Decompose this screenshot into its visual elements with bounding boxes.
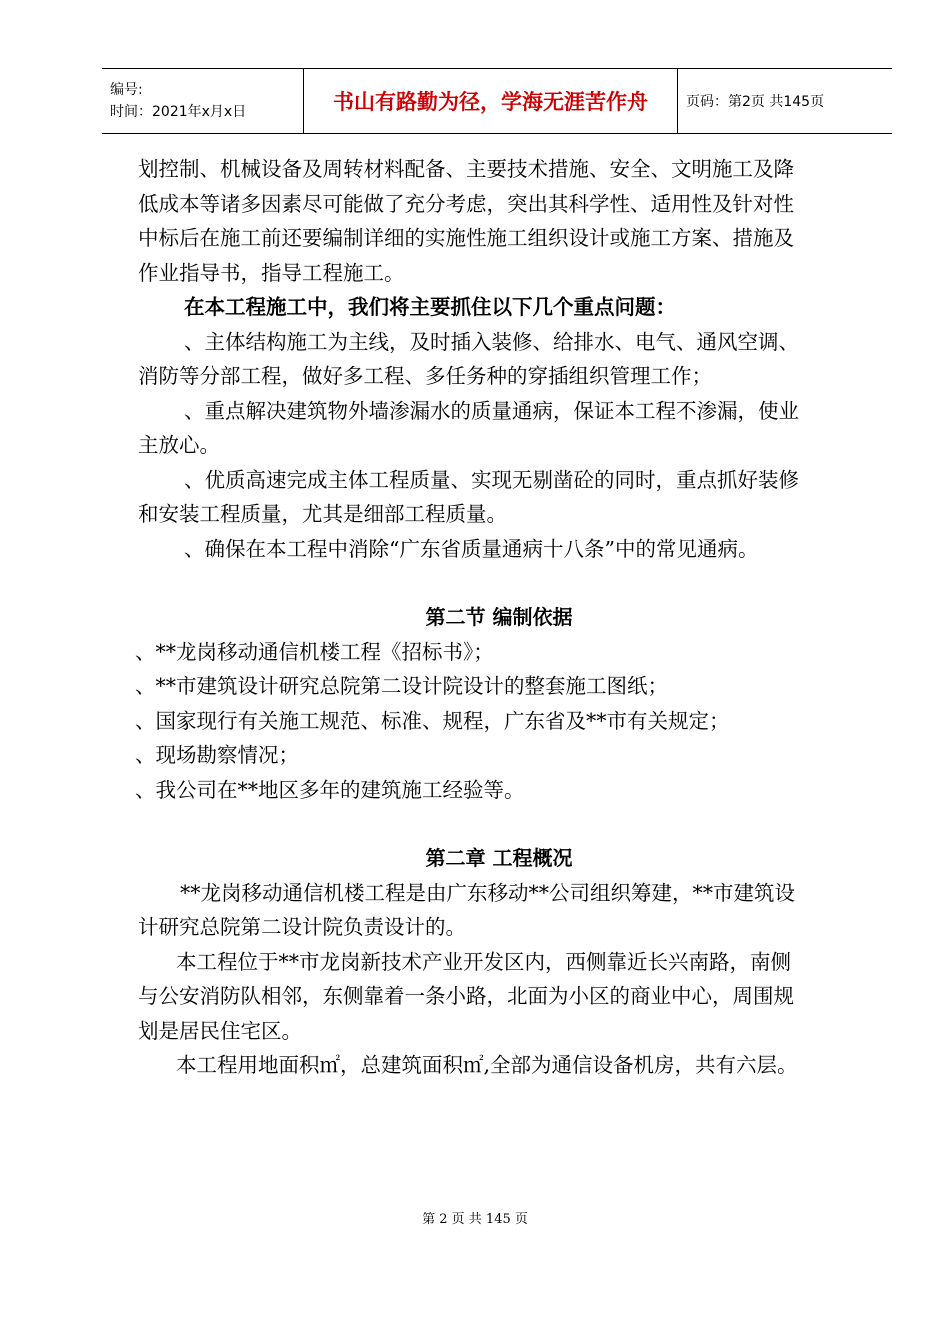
overview-line: 与公安消防队相邻，东侧靠着一条小路，北面为小区的商业中心，周围规 bbox=[138, 984, 794, 1008]
overview-line: 划是居民住宅区。 bbox=[138, 1018, 302, 1043]
basis-item: 、**龙岗移动通信机楼工程《招标书》； bbox=[135, 639, 494, 664]
basis-item: 、国家现行有关施工规范、标准、规程，广东省及**市有关规定； bbox=[135, 708, 730, 733]
basis-item: 、我公司在**地区多年的建筑施工经验等。 bbox=[135, 777, 525, 802]
document-number: 编号: bbox=[110, 82, 143, 98]
point-line: 主放心。 bbox=[138, 433, 220, 457]
basis-item: 、现场勘察情况； bbox=[135, 743, 299, 767]
page-header bbox=[102, 68, 892, 134]
overview-line: 本工程位于**市龙岗新技术产业开发区内，西侧靠近长兴南路，南侧 bbox=[176, 949, 791, 974]
section-heading: 第二节 编制依据 bbox=[425, 605, 573, 629]
overview-line: **龙岗移动通信机楼工程是由广东移动**公司组织筹建，**市建筑设 bbox=[180, 880, 795, 905]
point-line: 、主体结构施工为主线，及时插入装修、给排水、电气、通风空调、 bbox=[184, 329, 799, 354]
header-page-number: 页码：第2页 共145页 bbox=[686, 94, 825, 110]
body-line: 中标后在施工前还要编制详细的实施性施工组织设计或施工方案、措施及 bbox=[138, 226, 794, 250]
body-line: 作业指导书，指导工程施工。 bbox=[138, 260, 405, 285]
document-body bbox=[135, 152, 860, 1083]
point-line: 、确保在本工程中消除“广东省质量通病十八条”中的常见通病。 bbox=[184, 536, 759, 561]
overview-line: 本工程用地面积㎡，总建筑面积㎡,全部为通信设备机房，共有六层。 bbox=[176, 1053, 798, 1077]
point-line: 、优质高速完成主体工程质量、实现无剔凿砼的同时，重点抓好装修 bbox=[184, 467, 799, 492]
point-line: 消防等分部工程，做好多工程、多任务种的穿插组织管理工作； bbox=[138, 364, 712, 388]
body-line: 划控制、机械设备及周转材料配备、主要技术措施、安全、文明施工及降 bbox=[138, 157, 794, 181]
basis-item: 、**市建筑设计研究总院第二设计院设计的整套施工图纸； bbox=[135, 674, 668, 698]
overview-line: 计研究总院第二设计院负责设计的。 bbox=[138, 915, 466, 939]
header-motto: 书山有路勤为径，学海无涯苦作舟 bbox=[304, 69, 678, 133]
document-date: 时间：2021年x月x日 bbox=[110, 104, 247, 120]
body-line: 低成本等诸多因素尽可能做了充分考虑，突出其科学性、适用性及针对性 bbox=[138, 191, 794, 216]
page-footer: 第 2 页 共 145 页 bbox=[422, 1212, 528, 1227]
point-line: 、重点解决建筑物外墙渗漏水的质量通病，保证本工程不渗漏，使业 bbox=[184, 398, 799, 423]
point-line: 和安装工程质量，尤其是细部工程质量。 bbox=[138, 502, 507, 526]
chapter-heading: 第二章 工程概况 bbox=[425, 846, 573, 870]
header-meta bbox=[102, 69, 304, 133]
key-points-title: 在本工程施工中，我们将主要抓住以下几个重点问题： bbox=[184, 295, 676, 319]
